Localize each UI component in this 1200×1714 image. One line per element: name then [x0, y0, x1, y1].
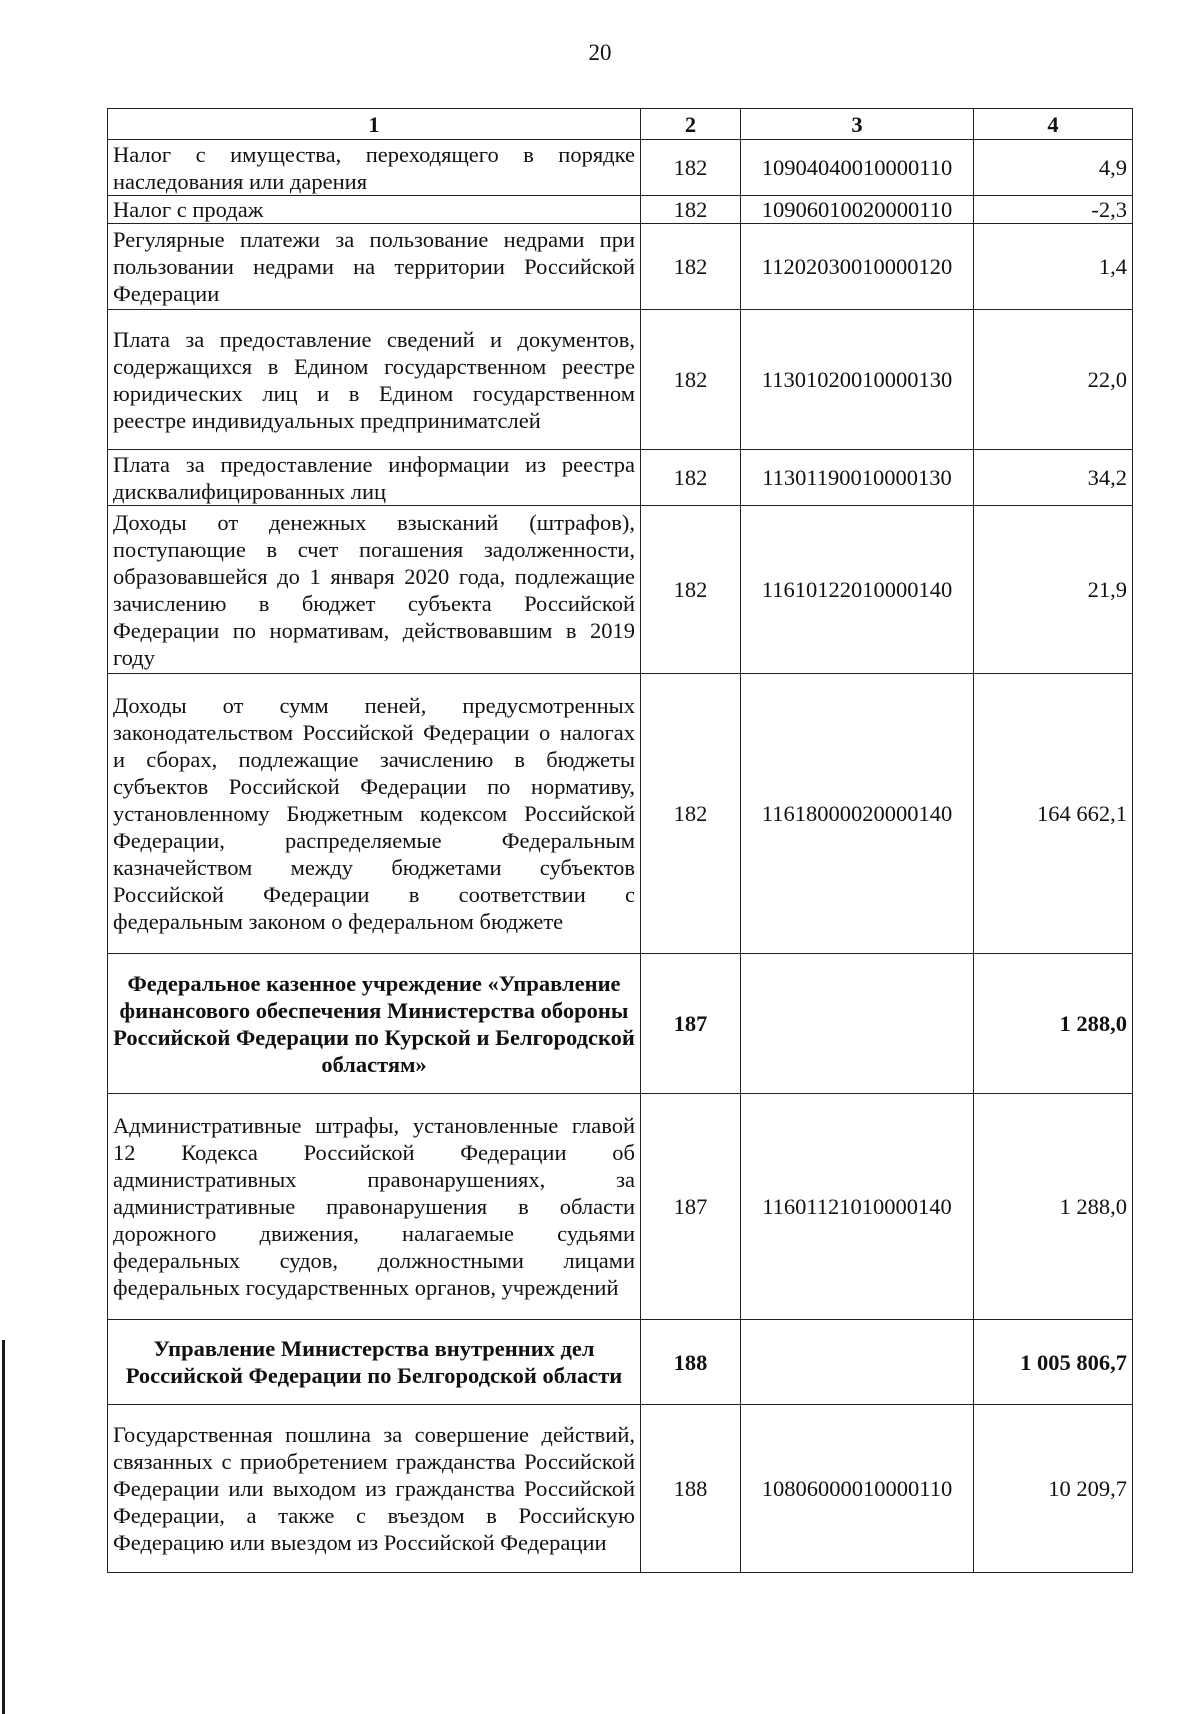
budget-classification-code — [741, 1320, 974, 1405]
amount: 10 209,7 — [974, 1405, 1133, 1573]
budget-classification-code: 10806000010000110 — [741, 1405, 974, 1573]
budget-classification-code: 11618000020000140 — [741, 674, 974, 954]
budget-classification-code: 11610122010000140 — [741, 506, 974, 674]
admin-code: 187 — [641, 1094, 741, 1320]
budget-classification-code — [741, 954, 974, 1094]
table-row — [108, 1405, 1133, 1573]
admin-code: 188 — [641, 1320, 741, 1405]
table-row — [108, 310, 1133, 450]
table-row — [108, 224, 1133, 310]
column-header-2: 2 — [641, 109, 741, 140]
table-header-row — [108, 109, 1133, 140]
budget-classification-code: 11301190010000130 — [741, 450, 974, 506]
agency-name: Федеральное казенное учреждение «Управление финансового обеспечения Министерства обороны Российской Федерации по Курской и Белгородской областям» — [108, 954, 641, 1094]
budget-classification-code: 11202030010000120 — [741, 224, 974, 310]
admin-code: 182 — [641, 674, 741, 954]
amount: 164 662,1 — [974, 674, 1133, 954]
revenue-description: Плата за предоставление сведений и документов, содержащихся в Едином государственном реестре юридических лиц и в Едином государственном реестре индивидуальных предприниматслей — [108, 310, 641, 450]
table-row — [108, 674, 1133, 954]
budget-classification-code: 11601121010000140 — [741, 1094, 974, 1320]
scan-margin-line — [2, 1340, 5, 1714]
budget-classification-code: 10906010020000110 — [741, 196, 974, 224]
table-row — [108, 196, 1133, 224]
amount: -2,3 — [974, 196, 1133, 224]
revenue-description: Государственная пошлина за совершение действий, связанных с приобретением гражданства Российской Федерации или выходом из гражданства Российской Федерации, а также с въездом в Российскую Федерацию или выездом из Российской Федерации — [108, 1405, 641, 1573]
admin-code: 182 — [641, 224, 741, 310]
revenue-table — [107, 108, 1133, 1573]
column-header-4: 4 — [974, 109, 1133, 140]
table-row — [108, 506, 1133, 674]
table-row — [108, 450, 1133, 506]
admin-code: 182 — [641, 196, 741, 224]
revenue-description: Плата за предоставление информации из реестра дисквалифицированных лиц — [108, 450, 641, 506]
admin-code: 188 — [641, 1405, 741, 1573]
agency-name: Управление Министерства внутренних дел Российской Федерации по Белгородской области — [108, 1320, 641, 1405]
revenue-description: Налог с продаж — [108, 196, 641, 224]
amount: 34,2 — [974, 450, 1133, 506]
agency-row — [108, 954, 1133, 1094]
agency-total-amount: 1 005 806,7 — [974, 1320, 1133, 1405]
admin-code: 182 — [641, 450, 741, 506]
budget-classification-code: 10904040010000110 — [741, 140, 974, 196]
amount: 1 288,0 — [974, 1094, 1133, 1320]
amount: 4,9 — [974, 140, 1133, 196]
admin-code: 182 — [641, 140, 741, 196]
agency-row — [108, 1320, 1133, 1405]
table-row — [108, 140, 1133, 196]
column-header-3: 3 — [741, 109, 974, 140]
admin-code: 182 — [641, 310, 741, 450]
revenue-description: Регулярные платежи за пользование недрами при пользовании недрами на территории Российской Федерации — [108, 224, 641, 310]
revenue-description: Доходы от денежных взысканий (штрафов), поступающие в счет погашения задолженности, образовавшейся до 1 января 2020 года, подлежащие зачислению в бюджет субъекта Российской Федерации по нормативам, действовавшим в 2019 году — [108, 506, 641, 674]
page-number: 20 — [588, 40, 612, 65]
revenue-description: Административные штрафы, установленные главой 12 Кодекса Российской Федерации об административных правонарушениях, за административные правонарушения в области дорожного движения, налагаемые судьями федеральных судов, должностными лицами федеральных государственных органов, учреждений — [108, 1094, 641, 1320]
amount: 21,9 — [974, 506, 1133, 674]
agency-total-amount: 1 288,0 — [974, 954, 1133, 1094]
revenue-description: Доходы от сумм пеней, предусмотренных законодательством Российской Федерации о налогах и сборах, подлежащие зачислению в бюджеты субъектов Российской Федерации по нормативу, установленному Бюджетным кодексом Российской Федерации, распределяемые Федеральным казначейством между бюджетами субъектов Российской Федерации в соответствии с федеральным законом о федеральном бюджете — [108, 674, 641, 954]
column-header-1: 1 — [108, 109, 641, 140]
table-row — [108, 1094, 1133, 1320]
admin-code: 182 — [641, 506, 741, 674]
amount: 22,0 — [974, 310, 1133, 450]
revenue-description: Налог с имущества, переходящего в порядке наследования или дарения — [108, 140, 641, 196]
admin-code: 187 — [641, 954, 741, 1094]
amount: 1,4 — [974, 224, 1133, 310]
budget-classification-code: 11301020010000130 — [741, 310, 974, 450]
